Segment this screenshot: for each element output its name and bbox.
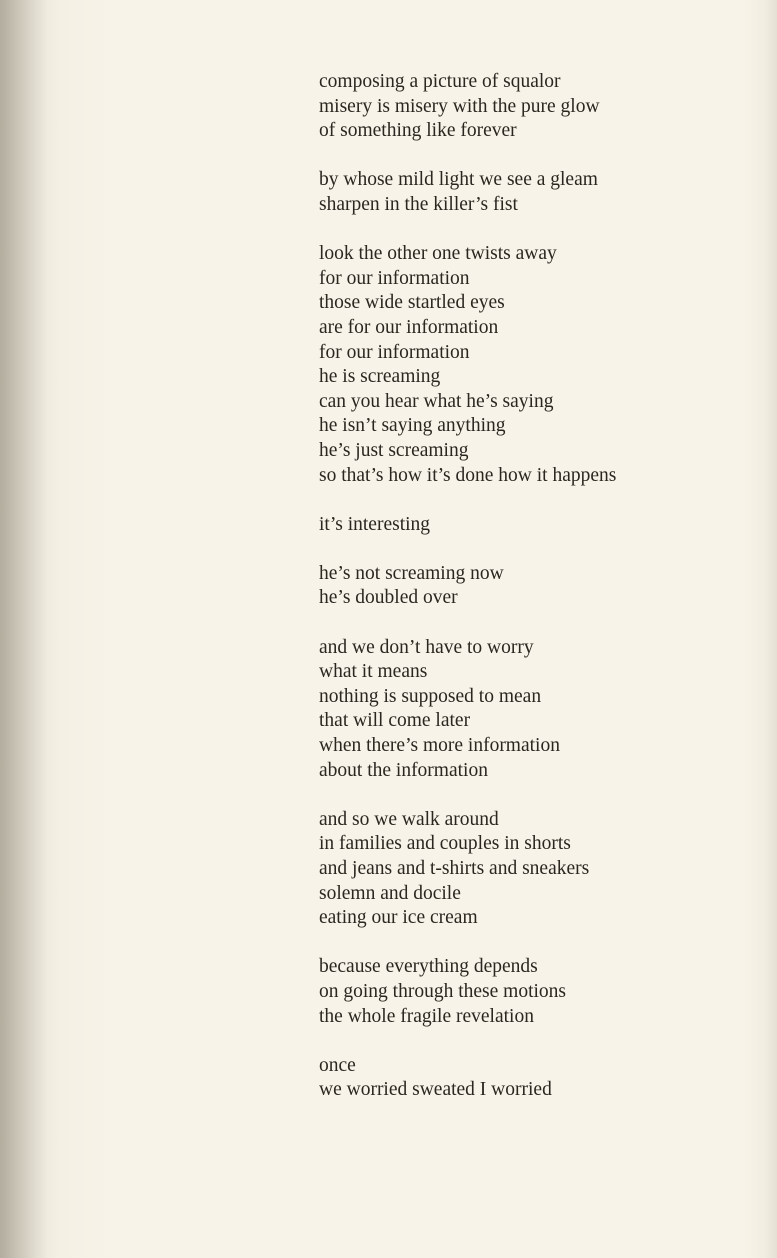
poem-line: on going through these motions	[319, 980, 566, 1002]
poem-line: composing a picture of squalor	[319, 71, 561, 92]
poem-line: so that’s how it’s done how it happens	[319, 464, 617, 486]
poem-line: he’s doubled over	[319, 587, 458, 609]
poem-line: he’s not screaming now	[319, 562, 504, 584]
poem-line: because everything depends	[319, 956, 538, 978]
poem-line: nothing is supposed to mean	[319, 685, 542, 707]
poem-stanza	[319, 70, 759, 144]
poem-line: those wide startled eyes	[319, 292, 505, 314]
poem-stanza	[319, 168, 759, 217]
poem-line: when there’s more information	[319, 735, 560, 757]
poem-stanza	[319, 636, 759, 784]
poem-line: once	[319, 1054, 356, 1076]
poem-stanza	[319, 562, 759, 611]
poem-line: and so we walk around	[319, 808, 499, 830]
poem-line: can you hear what he’s saying	[319, 390, 554, 412]
poem-line: it’s interesting	[319, 513, 431, 535]
poem-line: he is screaming	[319, 366, 441, 388]
poem-stanza	[319, 808, 759, 931]
poem-line: eating our ice cream	[319, 907, 478, 929]
poem-line: about the information	[319, 759, 488, 781]
poem-line: we worried sweated I worried	[319, 1079, 552, 1101]
poem-line: the whole fragile revelation	[319, 1005, 534, 1027]
poem-line: are for our information	[319, 316, 499, 338]
poem-line: look the other one twists away	[319, 243, 557, 265]
poem-line: of something like forever	[319, 120, 517, 142]
poem-line: that will come later	[319, 710, 471, 732]
poem-line: he’s just screaming	[319, 439, 469, 461]
poem-line: and we don’t have to worry	[319, 636, 534, 658]
poem-line: for our information	[319, 267, 470, 289]
poem-line: sharpen in the killer’s fist	[319, 193, 518, 215]
poem-stanza	[319, 1054, 759, 1103]
poem-line: and jeans and t-shirts and sneakers	[319, 858, 590, 879]
poem-line: by whose mild light we see a gleam	[319, 169, 598, 191]
gutter-shadow	[0, 0, 48, 1258]
poem-line: solemn and docile	[319, 882, 461, 904]
poem-stanza	[319, 242, 759, 488]
poem-stanza	[319, 955, 759, 1029]
poem-line: for our information	[319, 341, 470, 363]
poem-line: what it means	[319, 661, 428, 683]
poem-text	[319, 70, 759, 1128]
poem-line: misery is misery with the pure glow	[319, 95, 600, 117]
poem-line: he isn’t saying anything	[319, 415, 506, 437]
poem-stanza	[319, 513, 759, 538]
poem-line: in families and couples in shorts	[319, 833, 571, 855]
